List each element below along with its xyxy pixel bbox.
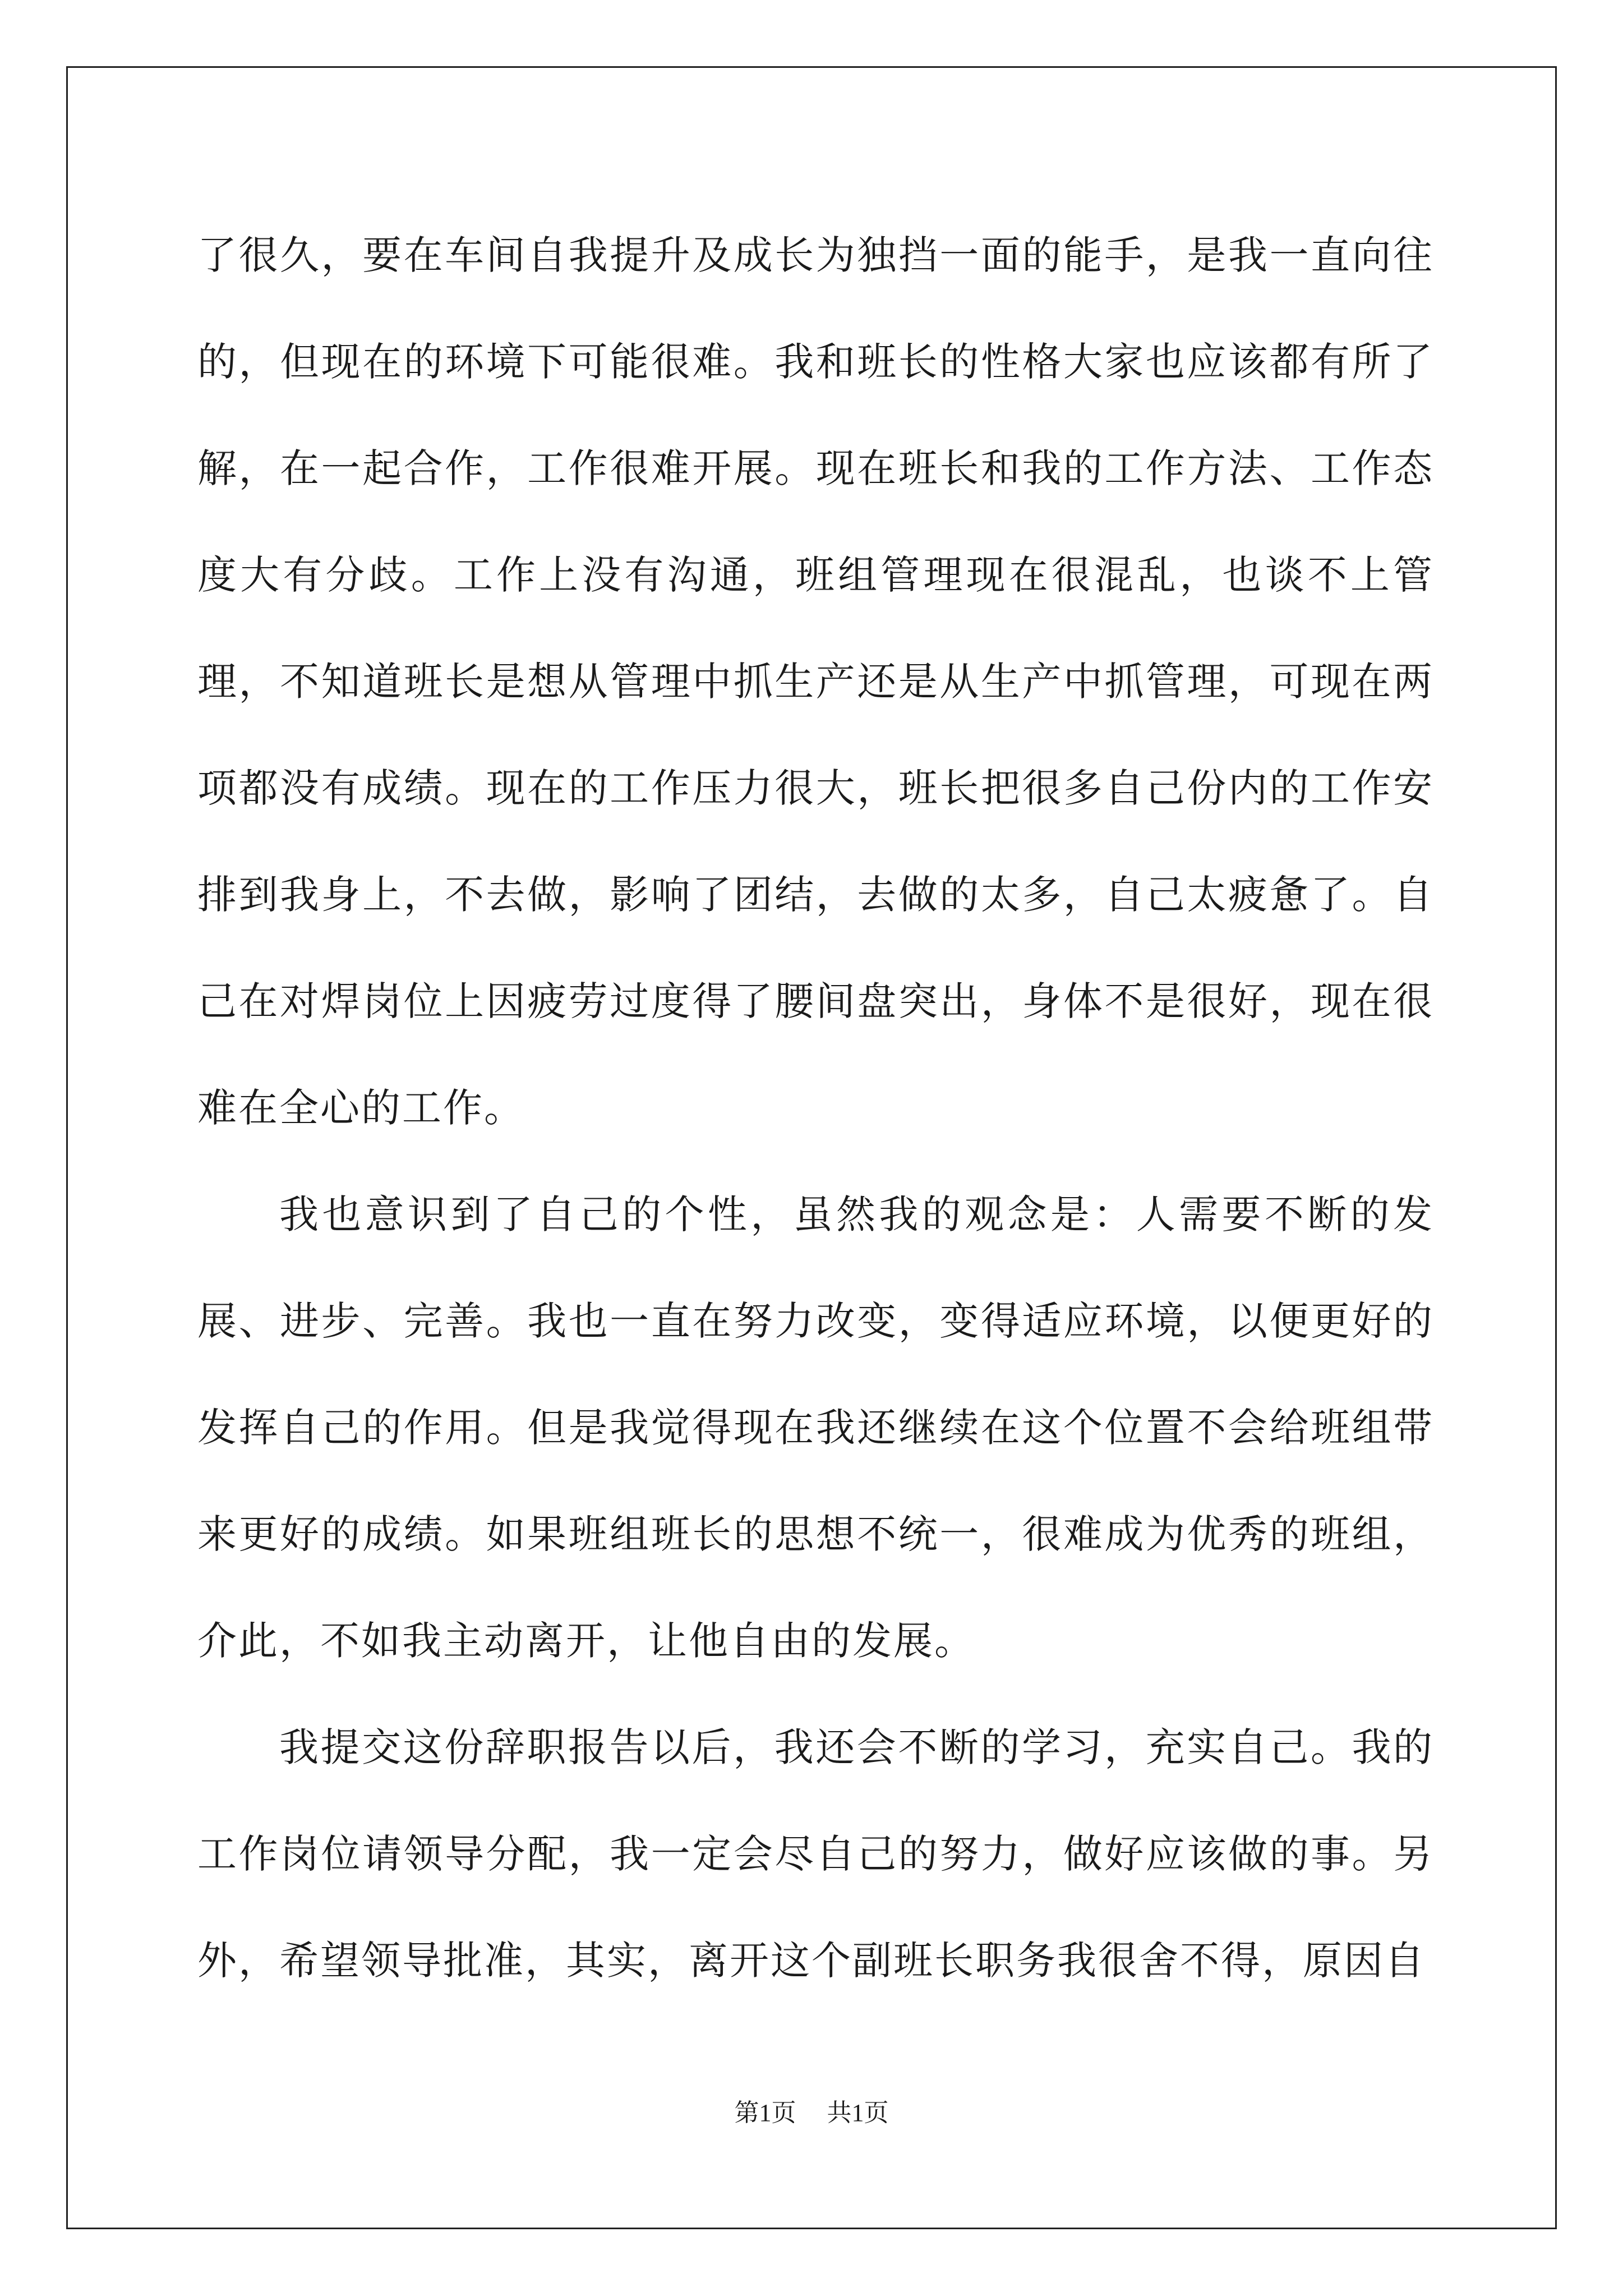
page-number-current: 第1页	[734, 2099, 796, 2127]
document-body	[197, 202, 1434, 2014]
paragraph-3: 我提交这份辞职报告以后，我还会不断的学习，充实自己。我的工作岗位请领导分配，我一定会尽自己的努力，做好应该做的事。另外，希望领导批准，其实，离开这个副班长职务我很舍不得，原因自	[197, 1724, 1434, 1984]
page-footer	[0, 2092, 1623, 2128]
page-number-total: 共1页	[827, 2099, 889, 2127]
paragraph-1: 了很久，要在车间自我提升及成长为独挡一面的能手，是我一直向往的，但现在的环境下可能很难。我和班长的性格大家也应该都有所了解，在一起合作，工作很难开展。现在班长和我的工作方法、工作态度大有分歧。工作上没有沟通，班组管理现在很混乱，也谈不上管理，不知道班长是想从管理中抓生产还是从生产中抓管理，可现在两项都没有成绩。现在的工作压力很大，班长把很多自己份内的工作安排到我身上，不去做，影响了团结，去做的太多，自己太疲惫了。自己在对焊岗位上因疲劳过度得了腰间盘突出，身体不是很好，现在很难在全心的工作。	[197, 232, 1434, 1131]
paragraph-2: 我也意识到了自己的个性，虽然我的观念是：人需要不断的发展、进步、完善。我也一直在努力改变，变得适应环境，以便更好的发挥自己的作用。但是我觉得现在我还继续在这个位置不会给班组带来更好的成绩。如果班组班长的思想不统一，很难成为优秀的班组，介此，不如我主动离开，让他自由的发展。	[197, 1191, 1434, 1664]
